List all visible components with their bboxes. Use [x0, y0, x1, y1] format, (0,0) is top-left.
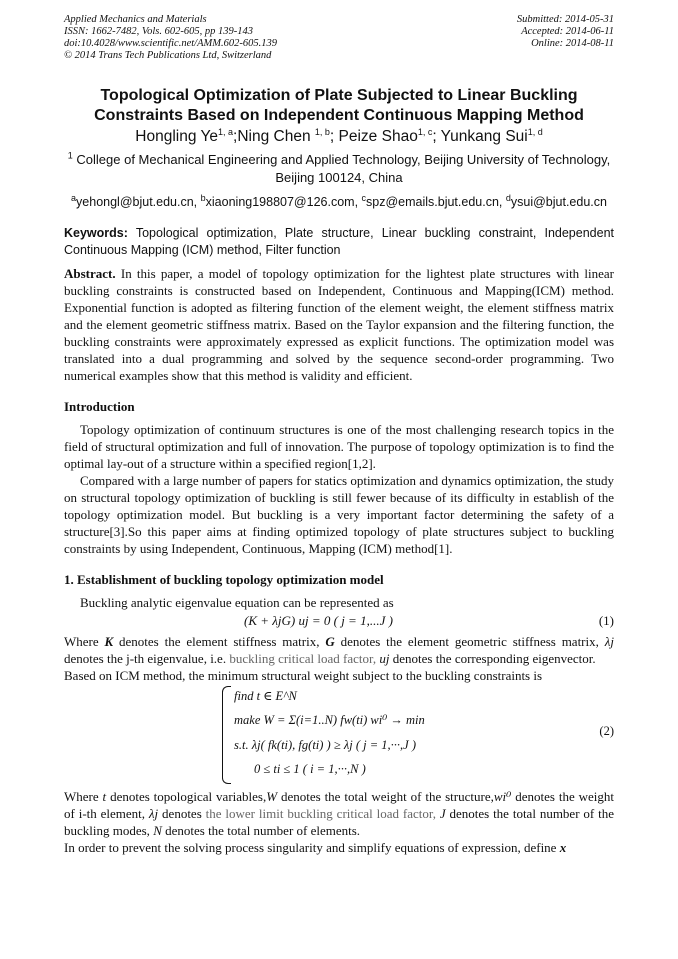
author-name: Hongling Ye [135, 128, 219, 145]
section-heading-introduction: Introduction [64, 399, 135, 414]
accepted-date: Accepted: 2014-06-11 [521, 26, 614, 37]
keywords-label: Keywords: [64, 226, 128, 240]
equation-1-number: (1) [598, 613, 614, 628]
text-run: denotes the total number of the buckling modes, [64, 806, 614, 838]
section1-paragraph [64, 788, 614, 839]
keywords [64, 225, 614, 259]
paper-body [64, 86, 614, 856]
issn-line: ISSN: 1662-7482, Vols. 602-605, pp 139-143 [64, 26, 253, 37]
text-run: denotes the element geometric stiffness matrix, [334, 634, 605, 649]
dates-info [517, 14, 614, 50]
symbol-K: K [104, 634, 114, 649]
author-name: Yunkang Sui [440, 128, 528, 145]
section1-paragraph [64, 839, 614, 856]
author-list [64, 127, 614, 147]
email-list [64, 193, 614, 211]
affiliation-text: College of Mechanical Engineering and Applied Technology, Beijing University of Technology, Beijing 100124, China [76, 152, 611, 185]
section1-paragraph: Based on ICM method, the minimum structural weight subject to the buckling constraints is [64, 668, 543, 683]
text-run: denotes the total number of elements. [161, 823, 361, 838]
submitted-date: Submitted: 2014-05-31 [516, 14, 614, 25]
symbol-N: N [153, 823, 162, 838]
journal-name: Applied Mechanics and Materials [64, 14, 207, 25]
text-run: the lower limit buckling critical load factor, [205, 806, 440, 821]
author-sup: 1, c [417, 126, 433, 137]
doi-line: doi:10.4028/www.scientific.net/AMM.602-605.139 [64, 38, 277, 49]
symbol-u: uj [379, 651, 390, 666]
author-sup: 1, d [527, 126, 543, 137]
text-run: In order to prevent the solving process singularity and simplify equations of expression, define [64, 840, 560, 855]
equation-2-number: (2) [599, 724, 614, 738]
symbol-lambda-lower: λj [148, 806, 159, 821]
text-run: denotes the weight of i-th element, [64, 789, 615, 821]
affiliation [64, 151, 614, 187]
symbol-J: J [439, 806, 446, 821]
section1-paragraph [64, 633, 614, 667]
copyright-line: © 2014 Trans Tech Publications Ltd, Switzerland [64, 50, 272, 61]
equation-2-line: s.t. λj( fk(ti), fg(ti) ) ≥ λj ( j = 1,···,J ) [234, 738, 416, 752]
email-link[interactable]: spz@emails.bjut.edu.cn, [366, 195, 506, 209]
author-sep: ; [233, 128, 238, 145]
equation-2-line: 0 ≤ ti ≤ 1 ( i = 1,···,N ) [254, 762, 366, 776]
abstract [64, 265, 614, 384]
text-run: denotes the j-th eigenvalue, i.e. [64, 651, 230, 666]
abstract-label: Abstract. [64, 266, 116, 281]
keywords-text: Topological optimization, Plate structure, Linear buckling constraint, Independent Continuous Mapping (ICM) method, Filter function [64, 226, 614, 257]
text-run: denotes topological variables, [106, 789, 267, 804]
author-name: Peize Shao [338, 128, 418, 145]
author-sep: ; [432, 128, 441, 145]
section1-paragraph: Buckling analytic eigenvalue equation can be represented as [80, 595, 394, 610]
equation-brace [222, 686, 231, 784]
affiliation-sup: 1 [67, 150, 73, 161]
text-run: denotes the total weight of the structure, [277, 789, 494, 804]
author-sup: 1, a [218, 126, 234, 137]
text-run: denotes [158, 806, 206, 821]
journal-info [64, 14, 277, 62]
symbol-x: x [559, 840, 567, 855]
intro-paragraph: Topology optimization of continuum structures is one of the most challenging research topics in the field of structural optimization and full of innovation. The purpose of topology optimization is to find the optimal lay-out of a structure within a specified region[1,2]. [64, 422, 614, 471]
text-run: denotes the corresponding eigenvector. [389, 651, 596, 666]
email-sup: d [505, 192, 511, 203]
author-sup: 1, b [314, 126, 330, 137]
email-sup: c [361, 192, 367, 203]
equation-2 [64, 686, 614, 784]
equation-2-line: make W = Σ(i=1..N) fw(ti) wi⁰ → min [234, 713, 425, 727]
symbol-w: wi⁰ [493, 789, 512, 804]
email-link[interactable]: xiaoning198807@126.com, [205, 195, 362, 209]
equation-2-line: find t ∈ E^N [234, 689, 297, 703]
symbol-G: G [325, 634, 335, 649]
text-run: buckling critical load factor, [229, 651, 380, 666]
symbol-W: W [266, 789, 278, 804]
text-run: denotes the element stiffness matrix, [113, 634, 326, 649]
symbol-t: t [102, 789, 107, 804]
text-run: Where [64, 634, 105, 649]
text-run: Where [64, 789, 103, 804]
email-link[interactable]: ysui@bjut.edu.cn [510, 195, 607, 209]
paper-title: Topological Optimization of Plate Subjected to Linear Buckling Constraints Based on Independent Continuous Mapping Method [94, 87, 584, 124]
abstract-text: In this paper, a model of topology optimization for the lightest plate structures with linear buckling constraints is constructed based on Independent, Continuous and Mapping(ICM) method. Exponential function is adopted as filtering function of the element weight, the element stiffness matrix and the element geometric stiffness matrix. Based on the Taylor expansion and the filtering function, the buckling constraints were approximately expressed as explicit functions. The optimization model was translated into a dual programming and solved by the sequence second-order programming. Two numerical examples show that this method is validity and efficient. [64, 266, 614, 383]
email-link[interactable]: yehongl@bjut.edu.cn, [76, 195, 201, 209]
author-name: Ning Chen [237, 128, 315, 145]
intro-paragraph: Compared with a large number of papers for statics optimization and dynamics optimization, the study on structural topology optimization of buckling is still fewer because of its difficulty in establish of the topology optimization model. But buckling is a very important factor determining the safety of a structure[3].So this paper aims at finding optimized topology of plate structures subject to buckling constraints by using Independent, Continuous, Mapping (ICM) method[1]. [64, 473, 614, 556]
section-heading-1: 1. Establishment of buckling topology optimization model [64, 572, 384, 587]
author-sep: ; [329, 128, 339, 145]
symbol-lambda: λj [604, 634, 614, 649]
email-sup: b [200, 192, 206, 203]
equation-1-body: (K + λjG) uj = 0 ( j = 1,...J ) [244, 613, 393, 628]
online-date: Online: 2014-08-11 [531, 38, 614, 49]
equation-1 [64, 611, 614, 633]
email-sup: a [71, 192, 77, 203]
